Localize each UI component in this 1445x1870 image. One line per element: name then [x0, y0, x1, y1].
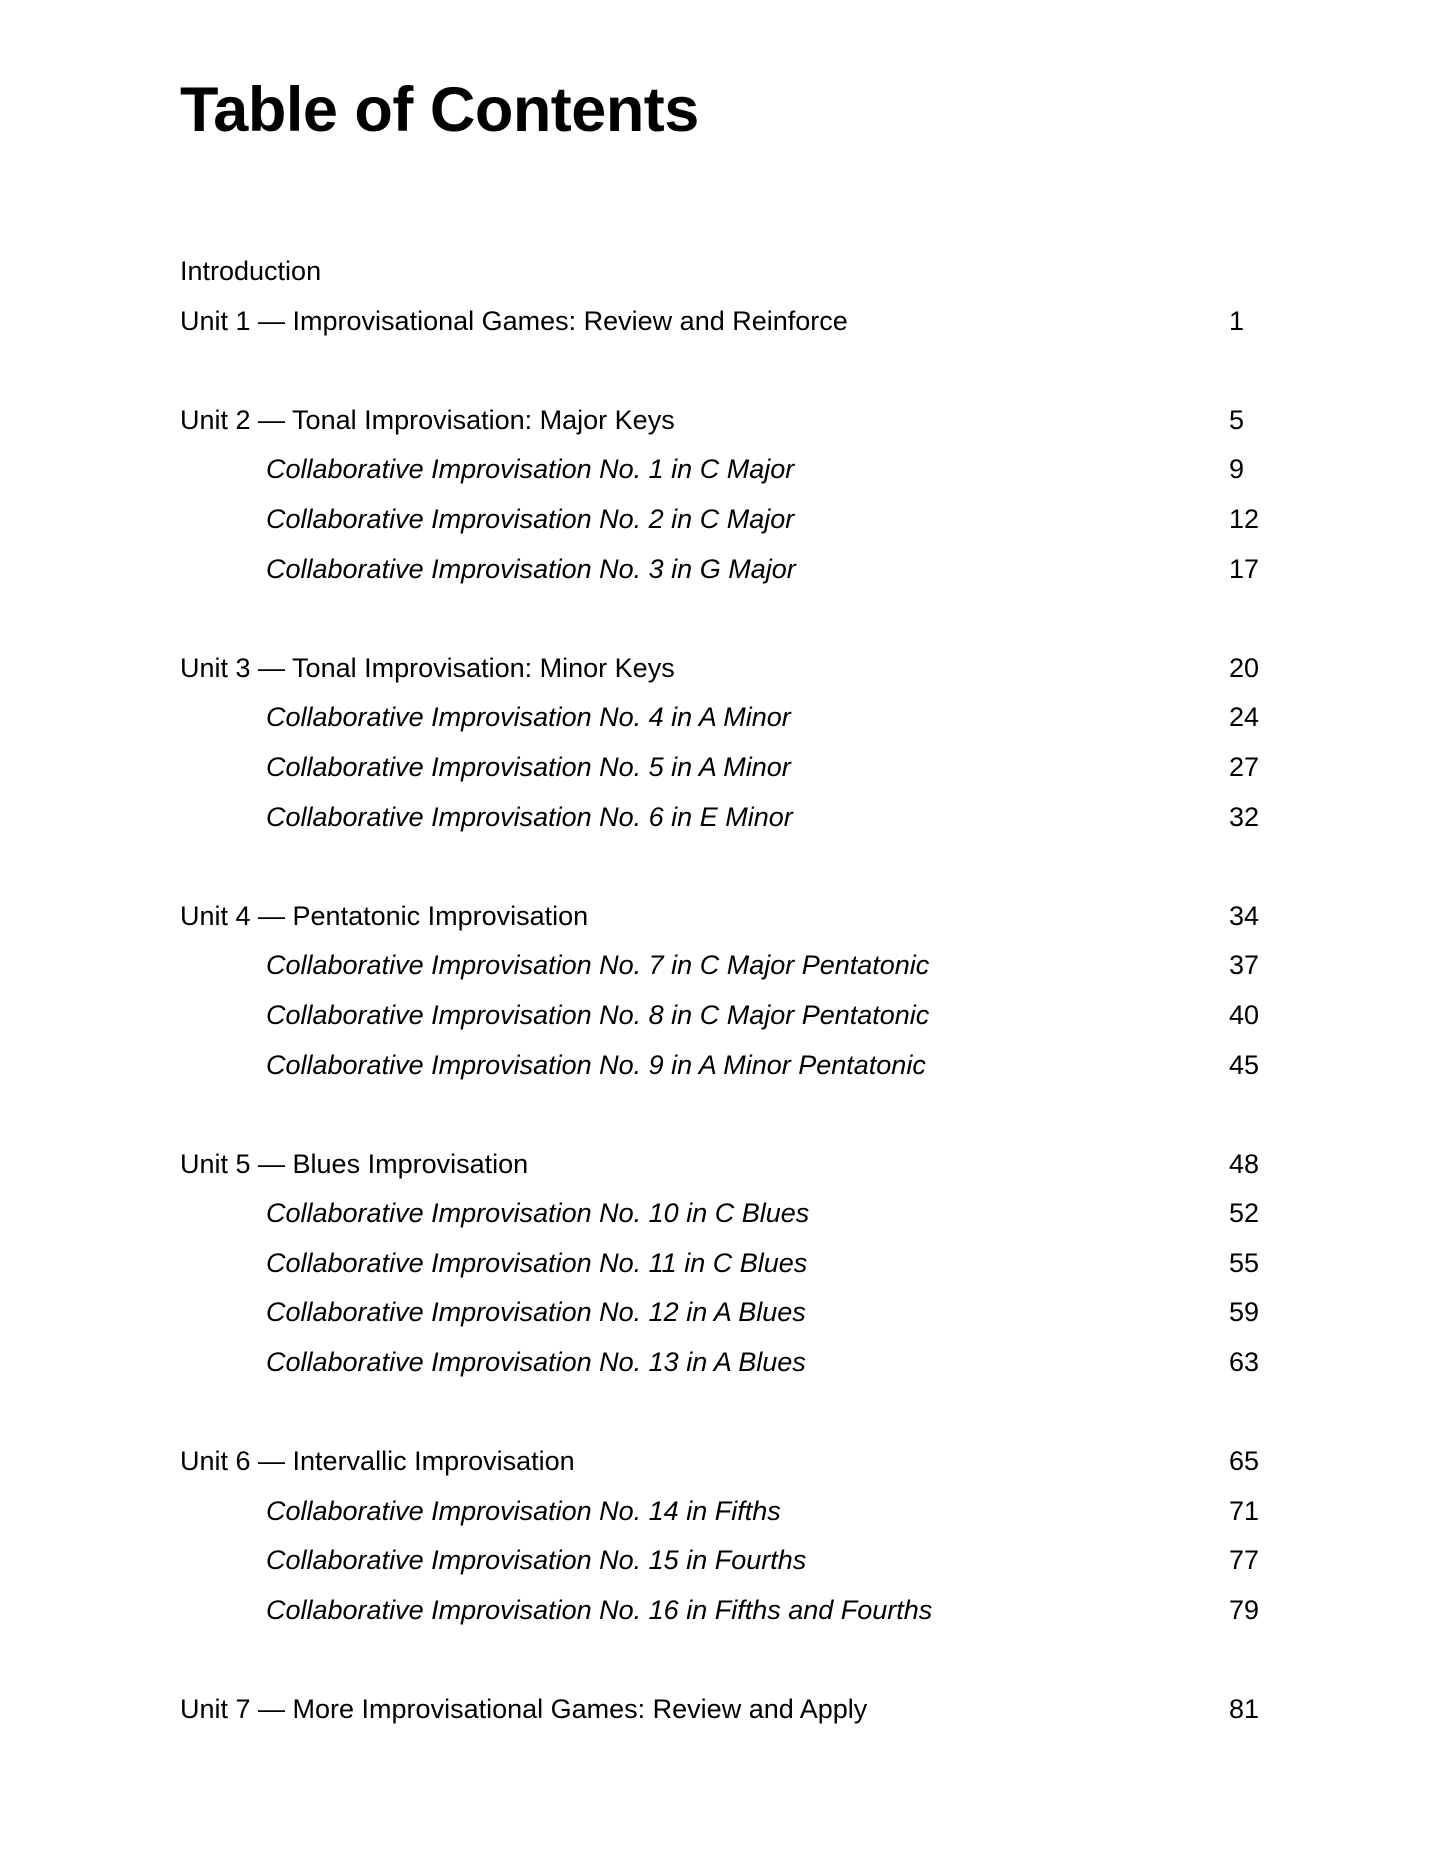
toc-subentry: [180, 1246, 1280, 1296]
toc-subentry-label: Collaborative Improvisation No. 8 in C Major Pentatonic: [266, 999, 930, 1030]
toc-page-number: 27: [1229, 751, 1260, 782]
toc-subentry-label: Collaborative Improvisation No. 14 in Fifths: [266, 1495, 781, 1526]
table-of-contents: [180, 254, 1280, 1742]
toc-page-number: 55: [1229, 1247, 1260, 1278]
toc-entry-label: Unit 3 — Tonal Improvisation: Minor Keys: [180, 652, 675, 683]
toc-subentry-label: Collaborative Improvisation No. 15 in Fourths: [266, 1545, 807, 1576]
toc-entry-unit-4: [180, 899, 1280, 949]
toc-subentry: [180, 1345, 1280, 1395]
toc-subentry: [180, 800, 1280, 850]
toc-page-number: 63: [1229, 1347, 1260, 1378]
toc-subentry-label: Collaborative Improvisation No. 13 in A Blues: [266, 1347, 806, 1378]
toc-page-number: 77: [1229, 1545, 1260, 1576]
toc-entry-label: Unit 4 — Pentatonic Improvisation: [180, 900, 589, 931]
toc-subentry: [180, 948, 1280, 998]
toc-subentry: [180, 1295, 1280, 1345]
toc-page-number: 9: [1229, 454, 1245, 485]
toc-page-number: 37: [1229, 950, 1260, 981]
toc-subentry-label: Collaborative Improvisation No. 9 in A Minor Pentatonic: [266, 1049, 926, 1080]
toc-page-number: 34: [1229, 900, 1260, 931]
toc-entry-label: Introduction: [180, 256, 322, 286]
toc-page-number: 45: [1229, 1049, 1260, 1080]
toc-subentry: [180, 1196, 1280, 1246]
toc-entry-unit-7: [180, 1692, 1280, 1742]
toc-page-number: 17: [1229, 553, 1260, 584]
toc-entry-label: Unit 5 — Blues Improvisation: [180, 1148, 529, 1179]
toc-entry-unit-6: [180, 1444, 1280, 1494]
toc-page-number: 5: [1229, 404, 1245, 435]
toc-entry-label: Unit 6 — Intervallic Improvisation: [180, 1446, 575, 1477]
toc-entry-label: Unit 2 — Tonal Improvisation: Major Keys: [180, 404, 675, 435]
toc-page-number: 12: [1229, 503, 1260, 534]
toc-page-number: 1: [1229, 305, 1245, 336]
toc-subentry-label: Collaborative Improvisation No. 16 in Fifths and Fourths: [266, 1595, 933, 1626]
toc-page-number: 65: [1229, 1446, 1260, 1477]
toc-subentry: [180, 502, 1280, 552]
toc-page-number: 24: [1229, 702, 1260, 733]
toc-entry-label: Unit 1 — Improvisational Games: Review and Reinforce: [180, 305, 848, 336]
toc-page-number: 32: [1229, 801, 1260, 832]
toc-subentry-label: Collaborative Improvisation No. 4 in A Minor: [266, 702, 791, 733]
toc-page-number: 71: [1229, 1495, 1260, 1526]
toc-subentry: [180, 1494, 1280, 1544]
toc-subentry: [180, 750, 1280, 800]
toc-entry-unit-2: [180, 403, 1280, 453]
toc-subentry-label: Collaborative Improvisation No. 11 in C Blues: [266, 1247, 808, 1278]
toc-entry-unit-5: [180, 1147, 1280, 1197]
toc-page-number: 81: [1229, 1694, 1260, 1725]
toc-subentry: [180, 1543, 1280, 1593]
toc-subentry-label: Collaborative Improvisation No. 2 in C Major: [266, 503, 795, 534]
toc-subentry-label: Collaborative Improvisation No. 6 in E Minor: [266, 801, 793, 832]
toc-subentry-label: Collaborative Improvisation No. 12 in A Blues: [266, 1297, 806, 1328]
toc-subentry-label: Collaborative Improvisation No. 10 in C Blues: [266, 1198, 810, 1229]
page-title: Table of Contents: [180, 75, 699, 145]
toc-subentry-label: Collaborative Improvisation No. 5 in A Minor: [266, 751, 791, 782]
toc-page-number: 52: [1229, 1198, 1260, 1229]
toc-page-number: 79: [1229, 1595, 1260, 1626]
toc-subentry-label: Collaborative Improvisation No. 1 in C Major: [266, 454, 795, 485]
toc-page-number: 40: [1229, 999, 1260, 1030]
toc-page-number: 59: [1229, 1297, 1260, 1328]
toc-page-number: 20: [1229, 652, 1260, 683]
toc-subentry-label: Collaborative Improvisation No. 3 in G Major: [266, 553, 796, 584]
toc-entry-introduction: [180, 254, 1280, 304]
toc-subentry: [180, 552, 1280, 602]
toc-subentry-label: Collaborative Improvisation No. 7 in C Major Pentatonic: [266, 950, 930, 981]
toc-subentry: [180, 998, 1280, 1048]
toc-page-number: 48: [1229, 1148, 1260, 1179]
toc-entry-unit-3: [180, 651, 1280, 701]
toc-entry-unit-1: [180, 304, 1280, 354]
toc-subentry: [180, 452, 1280, 502]
toc-subentry: [180, 700, 1280, 750]
toc-subentry: [180, 1048, 1280, 1098]
toc-entry-label: Unit 7 — More Improvisational Games: Review and Apply: [180, 1694, 868, 1725]
toc-subentry: [180, 1593, 1280, 1643]
